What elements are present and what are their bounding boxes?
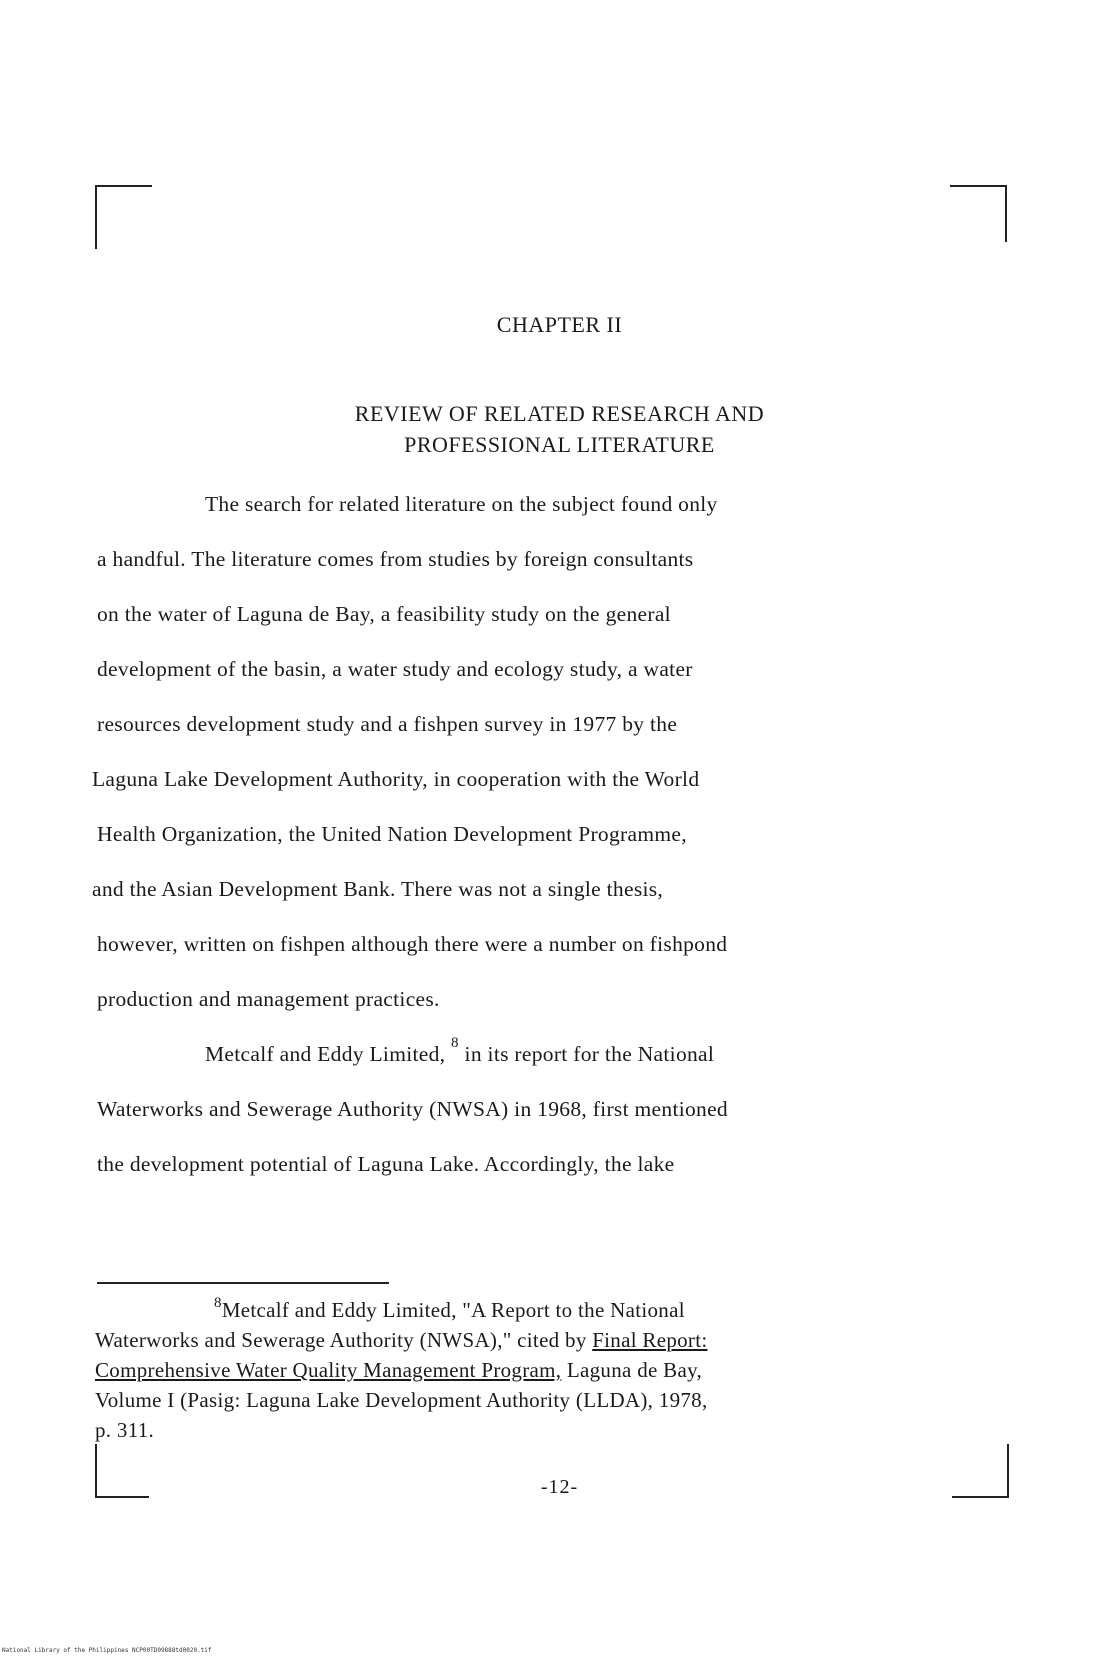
- footnote-line-2: [95, 1328, 708, 1353]
- body-line: the development potential of Laguna Lake. Accordingly, the lake: [97, 1152, 675, 1176]
- body-line: The search for related literature on the subject found only: [205, 492, 718, 516]
- body-line: production and management practices.: [97, 987, 440, 1011]
- chapter-title: [0, 398, 1119, 460]
- para2-text-after: in its report for the National: [464, 1042, 715, 1066]
- chapter-title-line-2: PROFESSIONAL LITERATURE: [404, 432, 715, 457]
- chapter-title-line-1: REVIEW OF RELATED RESEARCH AND: [354, 401, 765, 426]
- body-line: however, written on fishpen although there were a number on fishpond: [97, 932, 728, 956]
- footnote-reference: 8: [451, 1035, 459, 1051]
- body-line: and the Asian Development Bank. There was not a single thesis,: [92, 877, 664, 901]
- footnote-marker: 8: [214, 1295, 222, 1311]
- body-line: Laguna Lake Development Authority, in cooperation with the World: [92, 767, 700, 791]
- footnote-line-3: [95, 1358, 702, 1383]
- footnote-rule: [97, 1282, 389, 1284]
- body-line: Health Organization, the United Nation Development Programme,: [97, 822, 687, 846]
- chapter-heading: CHAPTER II: [496, 312, 623, 337]
- footnote-source-title: Comprehensive Water Quality Management Program,: [95, 1358, 562, 1382]
- body-line: on the water of Laguna de Bay, a feasibility study on the general: [97, 602, 671, 626]
- body-line: development of the basin, a water study and ecology study, a water: [97, 657, 693, 681]
- footnote-line-4: Volume I (Pasig: Laguna Lake Development Authority (LLDA), 1978,: [95, 1388, 708, 1412]
- para2-line-1: [205, 1035, 715, 1067]
- body-line: resources development study and a fishpen survey in 1977 by the: [97, 712, 678, 736]
- footnote-text: Metcalf and Eddy Limited, "A Report to the National: [221, 1298, 685, 1322]
- body-line: Waterworks and Sewerage Authority (NWSA) in 1968, first mentioned: [97, 1097, 728, 1121]
- footnote-line-1: [214, 1295, 685, 1323]
- footnote-text: Waterworks and Sewerage Authority (NWSA)," cited by: [95, 1328, 593, 1352]
- footnote-text: Laguna de Bay,: [561, 1358, 703, 1382]
- page-number: -12-: [540, 1476, 579, 1498]
- footnote-line-5: p. 311.: [95, 1418, 155, 1442]
- para2-text-before: Metcalf and Eddy Limited,: [205, 1042, 446, 1066]
- scan-footer: National Library of the Philippines NCP00TD09888td0020.tif: [2, 1647, 212, 1654]
- body-line: a handful. The literature comes from studies by foreign consultants: [97, 547, 694, 571]
- crop-mark-top-right: [950, 185, 1007, 242]
- crop-mark-top-left: [95, 185, 152, 249]
- footnote-source-title: Final Report:: [592, 1328, 708, 1352]
